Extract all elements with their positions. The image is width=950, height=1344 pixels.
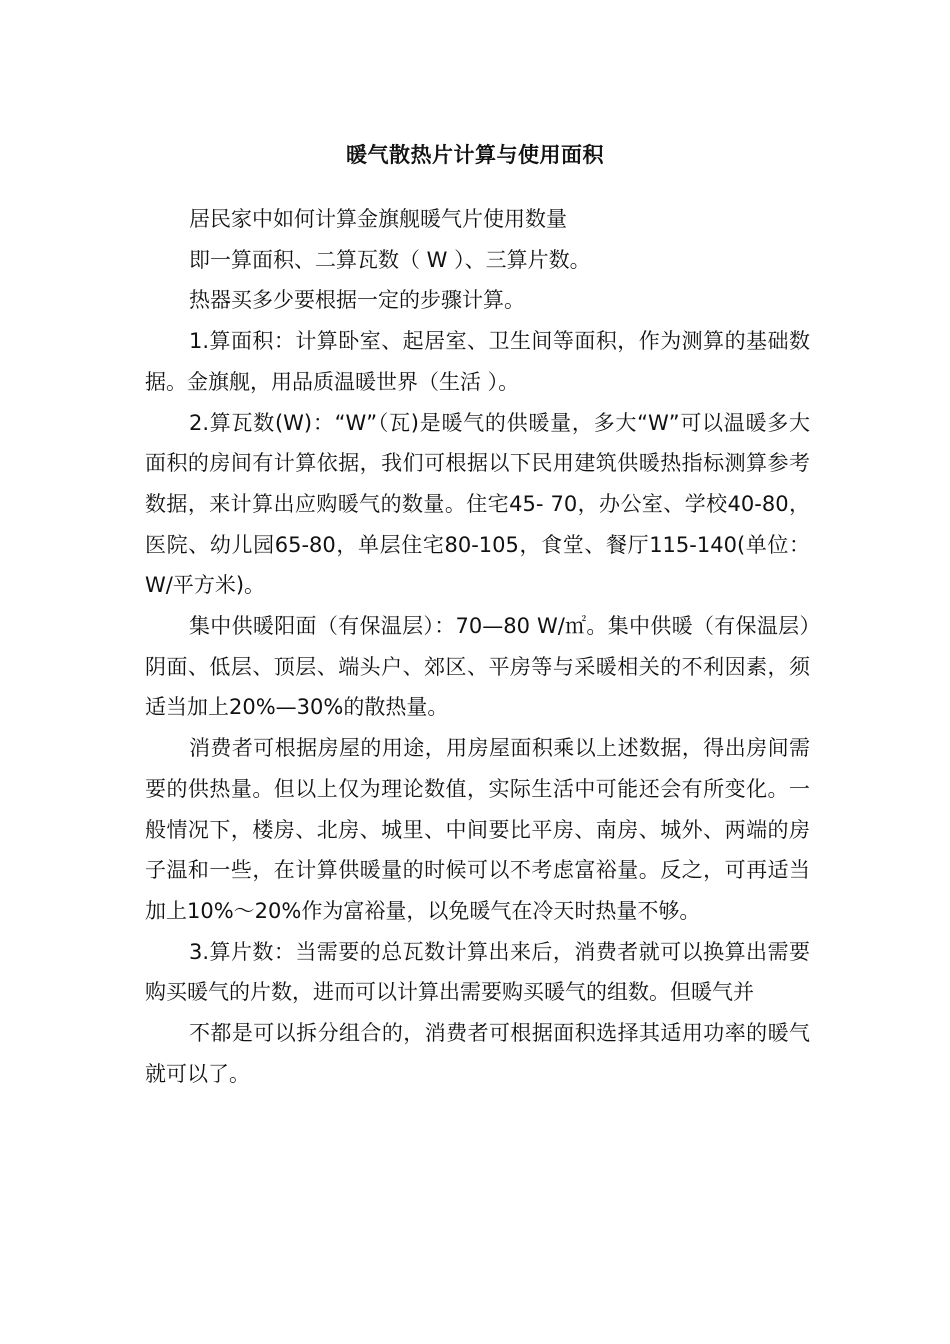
document-title: 暖气散热片计算与使用面积	[346, 143, 604, 167]
document-body	[145, 199, 810, 1094]
paragraph-intro: 居民家中如何计算金旗舰暖气片使用数量	[189, 207, 567, 231]
paragraph-steps: 即一算面积、二算瓦数（ W ）、三算片数。	[189, 247, 591, 272]
paragraph-consumer-calculation: 消费者可根据房屋的用途，用房屋面积乘以上述数据，得出房间需要的供热量。但以上仅为理论数值，实际生活中可能还会有所变化。一般情况下，楼房、北房、城里、中间要比平房、南房、城外、两端的房子温和一些，在计算供暖量的时候可以不考虑富裕量。反之，可再适当加上10%～20%作为富裕量，以免暖气在冷天时热量不够。	[145, 736, 810, 923]
paragraph-central-heating: 集中供暖阳面（有保温层）：70—80 W/㎡。集中供暖（有保温层）阴面、低层、顶层、端头户、郊区、平房等与采暖相关的不利因素，须适当加上20%—30%的散热量。	[145, 614, 810, 720]
paragraph-purchase: 热器买多少要根据一定的步骤计算。	[189, 288, 525, 313]
paragraph-conclusion: 不都是可以拆分组合的，消费者可根据面积选择其适用功率的暖气就可以了。	[145, 1021, 810, 1086]
paragraph-area: 1.算面积：计算卧室、起居室、卫生间等面积，作为测算的基础数据。金旗舰，用品质温暖世界（生活 ）。	[145, 329, 810, 394]
paragraph-sections: 3.算片数：当需要的总瓦数计算出来后，消费者就可以换算出需要购买暖气的片数，进而可以计算出需要购买暖气的组数。但暖气并	[145, 939, 810, 1005]
paragraph-wattage: 2.算瓦数(W)：“W”（瓦)是暖气的供暖量，多大“W”可以温暖多大面积的房间有计算依据，我们可根据以下民用建筑供暖热指标测算参考数据，来计算出应购暖气的数量。住宅45- 70，办公室、学校40-80，医院、幼儿园65-80，单层住宅80-105，食堂、餐厅115-140(单位：W/平方米)。	[145, 410, 810, 598]
